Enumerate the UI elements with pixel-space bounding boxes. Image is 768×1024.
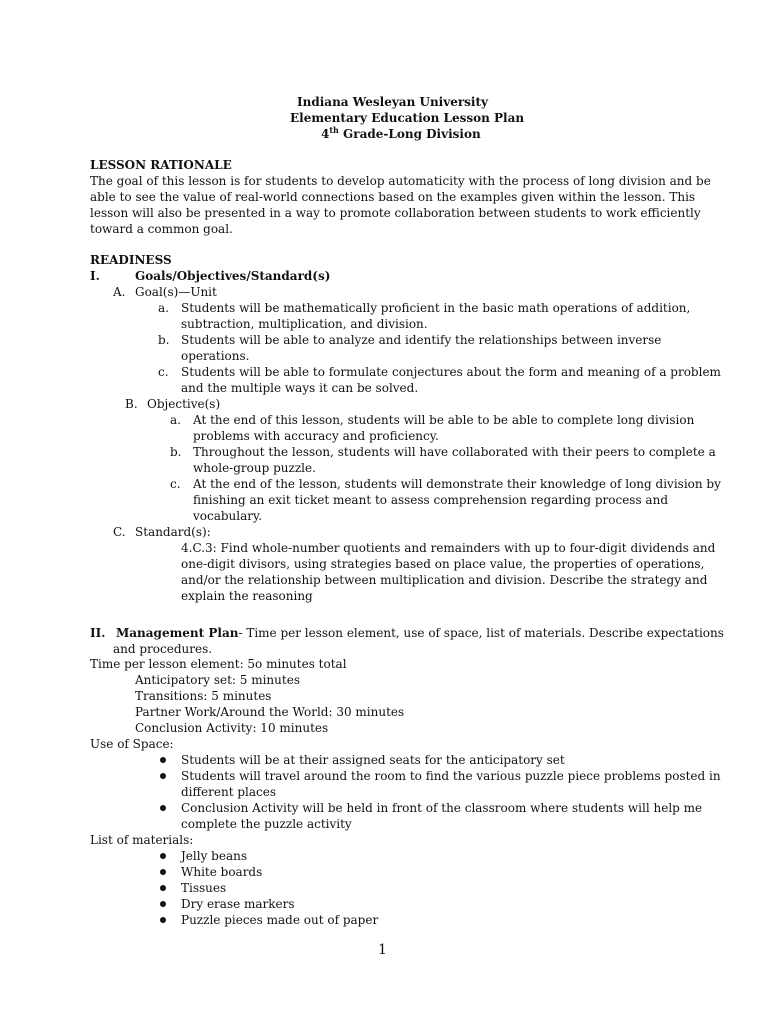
objectives-title: Objective(s) [147,397,221,411]
time-label: Time per lesson element: 5o minutes total [90,657,347,671]
list-item-line: finishing an exit ticket meant to assess comprehension regarding process and [193,493,668,507]
time-item: Transitions: 5 minutes [135,689,272,703]
list-item-line: and the multiple ways it can be solved. [181,381,419,395]
rationale-heading: LESSON RATIONALE [90,158,232,172]
standards-letter: C. [113,525,126,539]
management-description: and procedures. [113,642,213,656]
space-item-line: complete the puzzle activity [181,817,352,831]
list-marker: c. [158,365,169,379]
grade-topic: Grade-Long Division [338,127,481,141]
standard-line: 4.C.3: Find whole-number quotients and remainders with up to four-digit dividends and [181,541,716,555]
rationale-line: The goal of this lesson is for students to develop automaticity with the process of long division and be [90,174,711,188]
rationale-line: able to see the value of real-world connections based on the examples given within the lesson. This [90,190,696,204]
space-item-line: Students will be at their assigned seats for the anticipatory set [181,753,565,767]
list-item-line: At the end of the lesson, students will demonstrate their knowledge of long division by [193,477,721,491]
time-item: Partner Work/Around the World: 30 minutes [135,705,405,719]
page-number: 1 [378,942,387,958]
university-name: Indiana Wesleyan University [297,95,488,109]
bullet-icon [160,885,166,891]
space-item-line: Students will travel around the room to find the various puzzle piece problems posted in [181,769,721,783]
grade-number: 4 [321,127,330,141]
time-item: Anticipatory set: 5 minutes [135,673,300,687]
rationale-line: toward a common goal. [90,222,233,236]
management-heading-line [116,625,724,641]
standards-title: Standard(s): [135,525,211,539]
list-marker: b. [158,333,170,347]
list-item-line: vocabulary. [193,509,263,523]
bullet-icon [160,869,166,875]
list-item-line: Throughout the lesson, students will have collaborated with their peers to complete a [193,445,716,459]
bullet-icon [160,757,166,763]
grade-title [321,126,481,142]
list-item-line: problems with accuracy and proficiency. [193,429,439,443]
material-item: Tissues [181,881,227,895]
space-item-line: different places [181,785,277,799]
list-item-line: whole-group puzzle. [193,461,316,475]
material-item: Jelly beans [181,849,248,863]
goals-letter: A. [113,285,126,299]
bullet-icon [160,853,166,859]
objectives-letter: B. [125,397,138,411]
list-item-line: At the end of this lesson, students will be able to be able to complete long division [193,413,695,427]
goals-title: Goal(s)—Unit [135,285,217,299]
list-item-line: Students will be able to formulate conjectures about the form and meaning of a problem [181,365,721,379]
management-description: - Time per lesson element, use of space, list of materials. Describe expectations [238,626,724,640]
readiness-heading: READINESS [90,253,172,267]
rationale-line: lesson will also be presented in a way to promote collaboration between students to work efficiently [90,206,701,220]
space-item-line: Conclusion Activity will be held in front of the classroom where students will help me [181,801,703,815]
list-marker: a. [170,413,181,427]
material-item: White boards [181,865,263,879]
grade-suffix: th [329,125,339,135]
list-item-line: Students will be mathematically proficient in the basic math operations of addition, [181,301,691,315]
bullet-icon [160,773,166,779]
material-item: Dry erase markers [181,897,295,911]
bullet-icon [160,805,166,811]
bullet-icon [160,917,166,923]
standard-line: explain the reasoning [181,589,313,603]
materials-label: List of materials: [90,833,194,847]
time-item: Conclusion Activity: 10 minutes [135,721,329,735]
list-item-line: Students will be able to analyze and identify the relationships between inverse [181,333,662,347]
list-marker: b. [170,445,182,459]
standard-line: one-digit divisors, using strategies based on place value, the properties of operations, [181,557,705,571]
material-item: Puzzle pieces made out of paper [181,913,379,927]
bullet-icon [160,901,166,907]
section-number: II. [90,626,106,640]
list-marker: c. [170,477,181,491]
list-item-line: operations. [181,349,250,363]
section-number: I. [90,269,100,283]
list-marker: a. [158,301,169,315]
management-title: Management Plan [116,626,239,640]
plan-title: Elementary Education Lesson Plan [290,111,525,125]
list-item-line: subtraction, multiplication, and division. [181,317,428,331]
section-title: Goals/Objectives/Standard(s) [135,269,331,283]
standard-line: and/or the relationship between multiplication and division. Describe the strategy and [181,573,708,587]
space-label: Use of Space: [90,737,174,751]
